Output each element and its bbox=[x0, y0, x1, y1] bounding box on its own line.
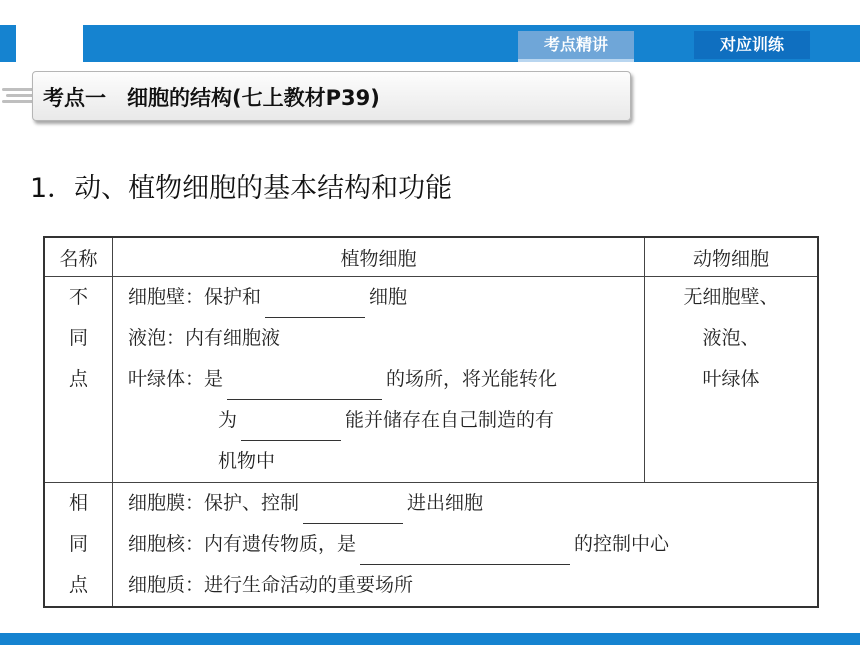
footer-bar bbox=[0, 633, 860, 645]
answer-blank[interactable] bbox=[265, 293, 365, 318]
header-animal-cell: 动物细胞 bbox=[645, 237, 819, 277]
similarities-cell bbox=[113, 483, 819, 608]
table-header-row bbox=[44, 237, 818, 277]
cell-structure-table bbox=[43, 236, 819, 608]
header-name: 名称 bbox=[44, 237, 113, 277]
animal-differences-cell: 无细胞壁、 液泡、 叶绿体 bbox=[645, 277, 819, 483]
header-plant-cell: 植物细胞 bbox=[113, 237, 645, 277]
answer-blank[interactable] bbox=[360, 540, 570, 565]
chloroplast-line: 叶绿体：是 的场所，将光能转化 bbox=[113, 359, 644, 400]
row-label-differences: 不 同 点 bbox=[44, 277, 113, 483]
table-row-differences bbox=[44, 277, 818, 483]
page-heading: 1．动、植物细胞的基本结构和功能 bbox=[30, 173, 453, 204]
vacuole-line: 液泡：内有细胞液 bbox=[128, 327, 281, 349]
cell-membrane-line: 细胞膜：保护、控制 进出细胞 bbox=[113, 483, 817, 524]
answer-blank[interactable] bbox=[241, 416, 341, 441]
section-title-box bbox=[32, 71, 631, 121]
chloroplast-line-2: 为 能并储存在自己制造的有 bbox=[113, 400, 644, 441]
nucleus-line: 细胞核：内有遗传物质，是 的控制中心 bbox=[113, 524, 817, 565]
plant-differences-cell bbox=[113, 277, 645, 483]
table-row-similarities bbox=[44, 483, 818, 608]
answer-blank[interactable] bbox=[303, 499, 403, 524]
cell-wall-line: 细胞壁：保护和 细胞 bbox=[113, 277, 644, 318]
row-label-similarities: 相 同 点 bbox=[44, 483, 113, 608]
tab-key-points[interactable]: 考点精讲 bbox=[518, 31, 634, 62]
section-title: 考点一 细胞的结构(七上教材P39) bbox=[43, 86, 380, 110]
answer-blank[interactable] bbox=[227, 375, 382, 400]
header-left-accent bbox=[0, 25, 16, 62]
cytoplasm-line: 细胞质：进行生命活动的重要场所 bbox=[128, 574, 414, 596]
tab-practice[interactable]: 对应训练 bbox=[694, 31, 810, 59]
chloroplast-line-3: 机物中 bbox=[218, 450, 276, 472]
